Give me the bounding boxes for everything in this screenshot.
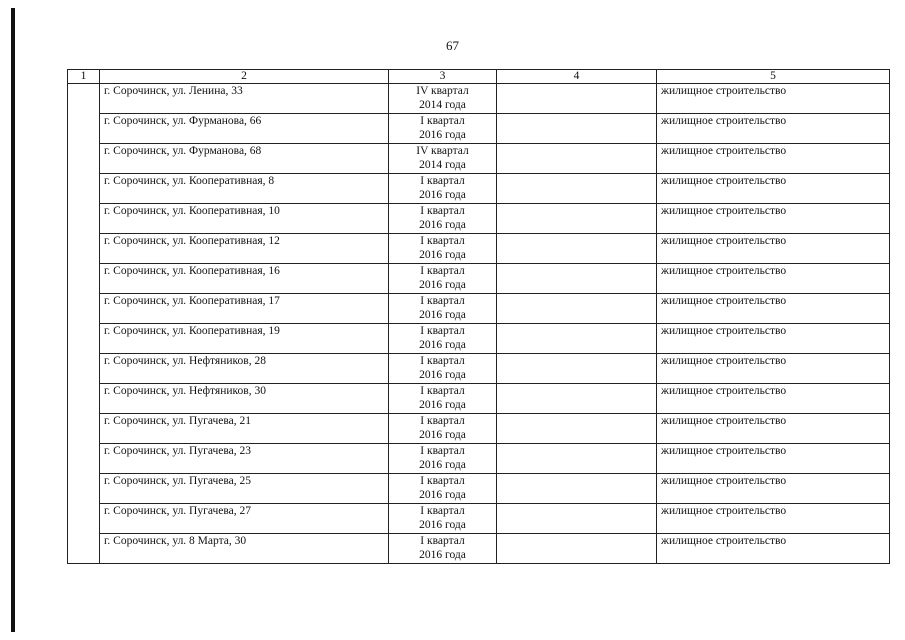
header-col-1: 1 (68, 70, 100, 84)
address-cell: г. Сорочинск, ул. Пугачева, 25 (100, 474, 389, 504)
term-cell (389, 534, 497, 564)
term-quarter: IV квартал (416, 85, 469, 97)
address-cell: г. Сорочинск, ул. Кооперативная, 12 (100, 234, 389, 264)
table-row (68, 324, 890, 354)
term-year: 2014 года (419, 159, 466, 171)
term-cell (389, 294, 497, 324)
term-cell (389, 234, 497, 264)
term-cell (389, 324, 497, 354)
term-cell (389, 174, 497, 204)
table-row (68, 474, 890, 504)
table-row (68, 174, 890, 204)
term-cell (389, 414, 497, 444)
term-year: 2016 года (419, 519, 466, 531)
term-quarter: I квартал (420, 295, 465, 307)
term-year: 2016 года (419, 339, 466, 351)
purpose-cell: жилищное строительство (657, 84, 890, 114)
address-cell: г. Сорочинск, ул. Кооперативная, 10 (100, 204, 389, 234)
address-cell: г. Сорочинск, ул. Пугачева, 23 (100, 444, 389, 474)
term-cell (389, 84, 497, 114)
col-4-cell (497, 114, 657, 144)
term-quarter: IV квартал (416, 145, 469, 157)
col-4-cell (497, 354, 657, 384)
address-cell: г. Сорочинск, ул. Кооперативная, 8 (100, 174, 389, 204)
term-year: 2016 года (419, 399, 466, 411)
address-cell: г. Сорочинск, ул. Нефтяников, 30 (100, 384, 389, 414)
purpose-cell: жилищное строительство (657, 234, 890, 264)
term-quarter: I квартал (420, 505, 465, 517)
col-4-cell (497, 204, 657, 234)
address-cell: г. Сорочинск, ул. Нефтяников, 28 (100, 354, 389, 384)
table-row (68, 84, 890, 114)
term-quarter: I квартал (420, 445, 465, 457)
table-row (68, 504, 890, 534)
header-row (68, 70, 890, 84)
binding-edge-line (11, 8, 15, 632)
purpose-cell: жилищное строительство (657, 294, 890, 324)
col-4-cell (497, 294, 657, 324)
table-row (68, 234, 890, 264)
col-1-merged-cell (68, 84, 100, 564)
header-col-3: 3 (389, 70, 497, 84)
term-quarter: I квартал (420, 205, 465, 217)
address-cell: г. Сорочинск, ул. Пугачева, 21 (100, 414, 389, 444)
col-4-cell (497, 474, 657, 504)
term-year: 2016 года (419, 189, 466, 201)
header-col-4: 4 (497, 70, 657, 84)
term-quarter: I квартал (420, 265, 465, 277)
table-row (68, 384, 890, 414)
col-4-cell (497, 324, 657, 354)
purpose-cell: жилищное строительство (657, 354, 890, 384)
term-quarter: I квартал (420, 235, 465, 247)
col-4-cell (497, 264, 657, 294)
address-cell: г. Сорочинск, ул. Кооперативная, 17 (100, 294, 389, 324)
purpose-cell: жилищное строительство (657, 324, 890, 354)
term-year: 2016 года (419, 249, 466, 261)
term-year: 2016 года (419, 429, 466, 441)
purpose-cell: жилищное строительство (657, 264, 890, 294)
col-4-cell (497, 144, 657, 174)
term-cell (389, 474, 497, 504)
table-row (68, 414, 890, 444)
purpose-cell: жилищное строительство (657, 144, 890, 174)
purpose-cell: жилищное строительство (657, 534, 890, 564)
col-4-cell (497, 174, 657, 204)
term-year: 2016 года (419, 219, 466, 231)
term-cell (389, 504, 497, 534)
term-quarter: I квартал (420, 355, 465, 367)
address-cell: г. Сорочинск, ул. Фурманова, 68 (100, 144, 389, 174)
term-quarter: I квартал (420, 475, 465, 487)
term-quarter: I квартал (420, 175, 465, 187)
col-4-cell (497, 444, 657, 474)
purpose-cell: жилищное строительство (657, 444, 890, 474)
table-row (68, 144, 890, 174)
address-cell: г. Сорочинск, ул. Ленина, 33 (100, 84, 389, 114)
term-year: 2016 года (419, 459, 466, 471)
term-year: 2016 года (419, 309, 466, 321)
term-year: 2014 года (419, 99, 466, 111)
term-cell (389, 354, 497, 384)
land-plots-table (67, 69, 890, 564)
col-4-cell (497, 84, 657, 114)
col-4-cell (497, 384, 657, 414)
table-row (68, 204, 890, 234)
term-quarter: I квартал (420, 115, 465, 127)
purpose-cell: жилищное строительство (657, 204, 890, 234)
header-col-5: 5 (657, 70, 890, 84)
address-cell: г. Сорочинск, ул. Кооперативная, 16 (100, 264, 389, 294)
table-row (68, 354, 890, 384)
address-cell: г. Сорочинск, ул. Кооперативная, 19 (100, 324, 389, 354)
term-quarter: I квартал (420, 385, 465, 397)
purpose-cell: жилищное строительство (657, 474, 890, 504)
purpose-cell: жилищное строительство (657, 504, 890, 534)
term-quarter: I квартал (420, 415, 465, 427)
col-4-cell (497, 534, 657, 564)
purpose-cell: жилищное строительство (657, 174, 890, 204)
table-row (68, 114, 890, 144)
term-cell (389, 204, 497, 234)
address-cell: г. Сорочинск, ул. Пугачева, 27 (100, 504, 389, 534)
col-4-cell (497, 414, 657, 444)
term-year: 2016 года (419, 369, 466, 381)
table-row (68, 534, 890, 564)
table-row (68, 264, 890, 294)
term-quarter: I квартал (420, 325, 465, 337)
purpose-cell: жилищное строительство (657, 114, 890, 144)
address-cell: г. Сорочинск, ул. Фурманова, 66 (100, 114, 389, 144)
term-year: 2016 года (419, 279, 466, 291)
col-4-cell (497, 504, 657, 534)
term-year: 2016 года (419, 549, 466, 561)
col-4-cell (497, 234, 657, 264)
table-row (68, 444, 890, 474)
table-row (68, 294, 890, 324)
term-cell (389, 444, 497, 474)
purpose-cell: жилищное строительство (657, 414, 890, 444)
header-col-2: 2 (100, 70, 389, 84)
term-quarter: I квартал (420, 535, 465, 547)
term-cell (389, 384, 497, 414)
term-cell (389, 144, 497, 174)
address-cell: г. Сорочинск, ул. 8 Марта, 30 (100, 534, 389, 564)
purpose-cell: жилищное строительство (657, 384, 890, 414)
term-cell (389, 264, 497, 294)
page-number: 67 (446, 38, 459, 53)
term-year: 2016 года (419, 489, 466, 501)
term-cell (389, 114, 497, 144)
term-year: 2016 года (419, 129, 466, 141)
